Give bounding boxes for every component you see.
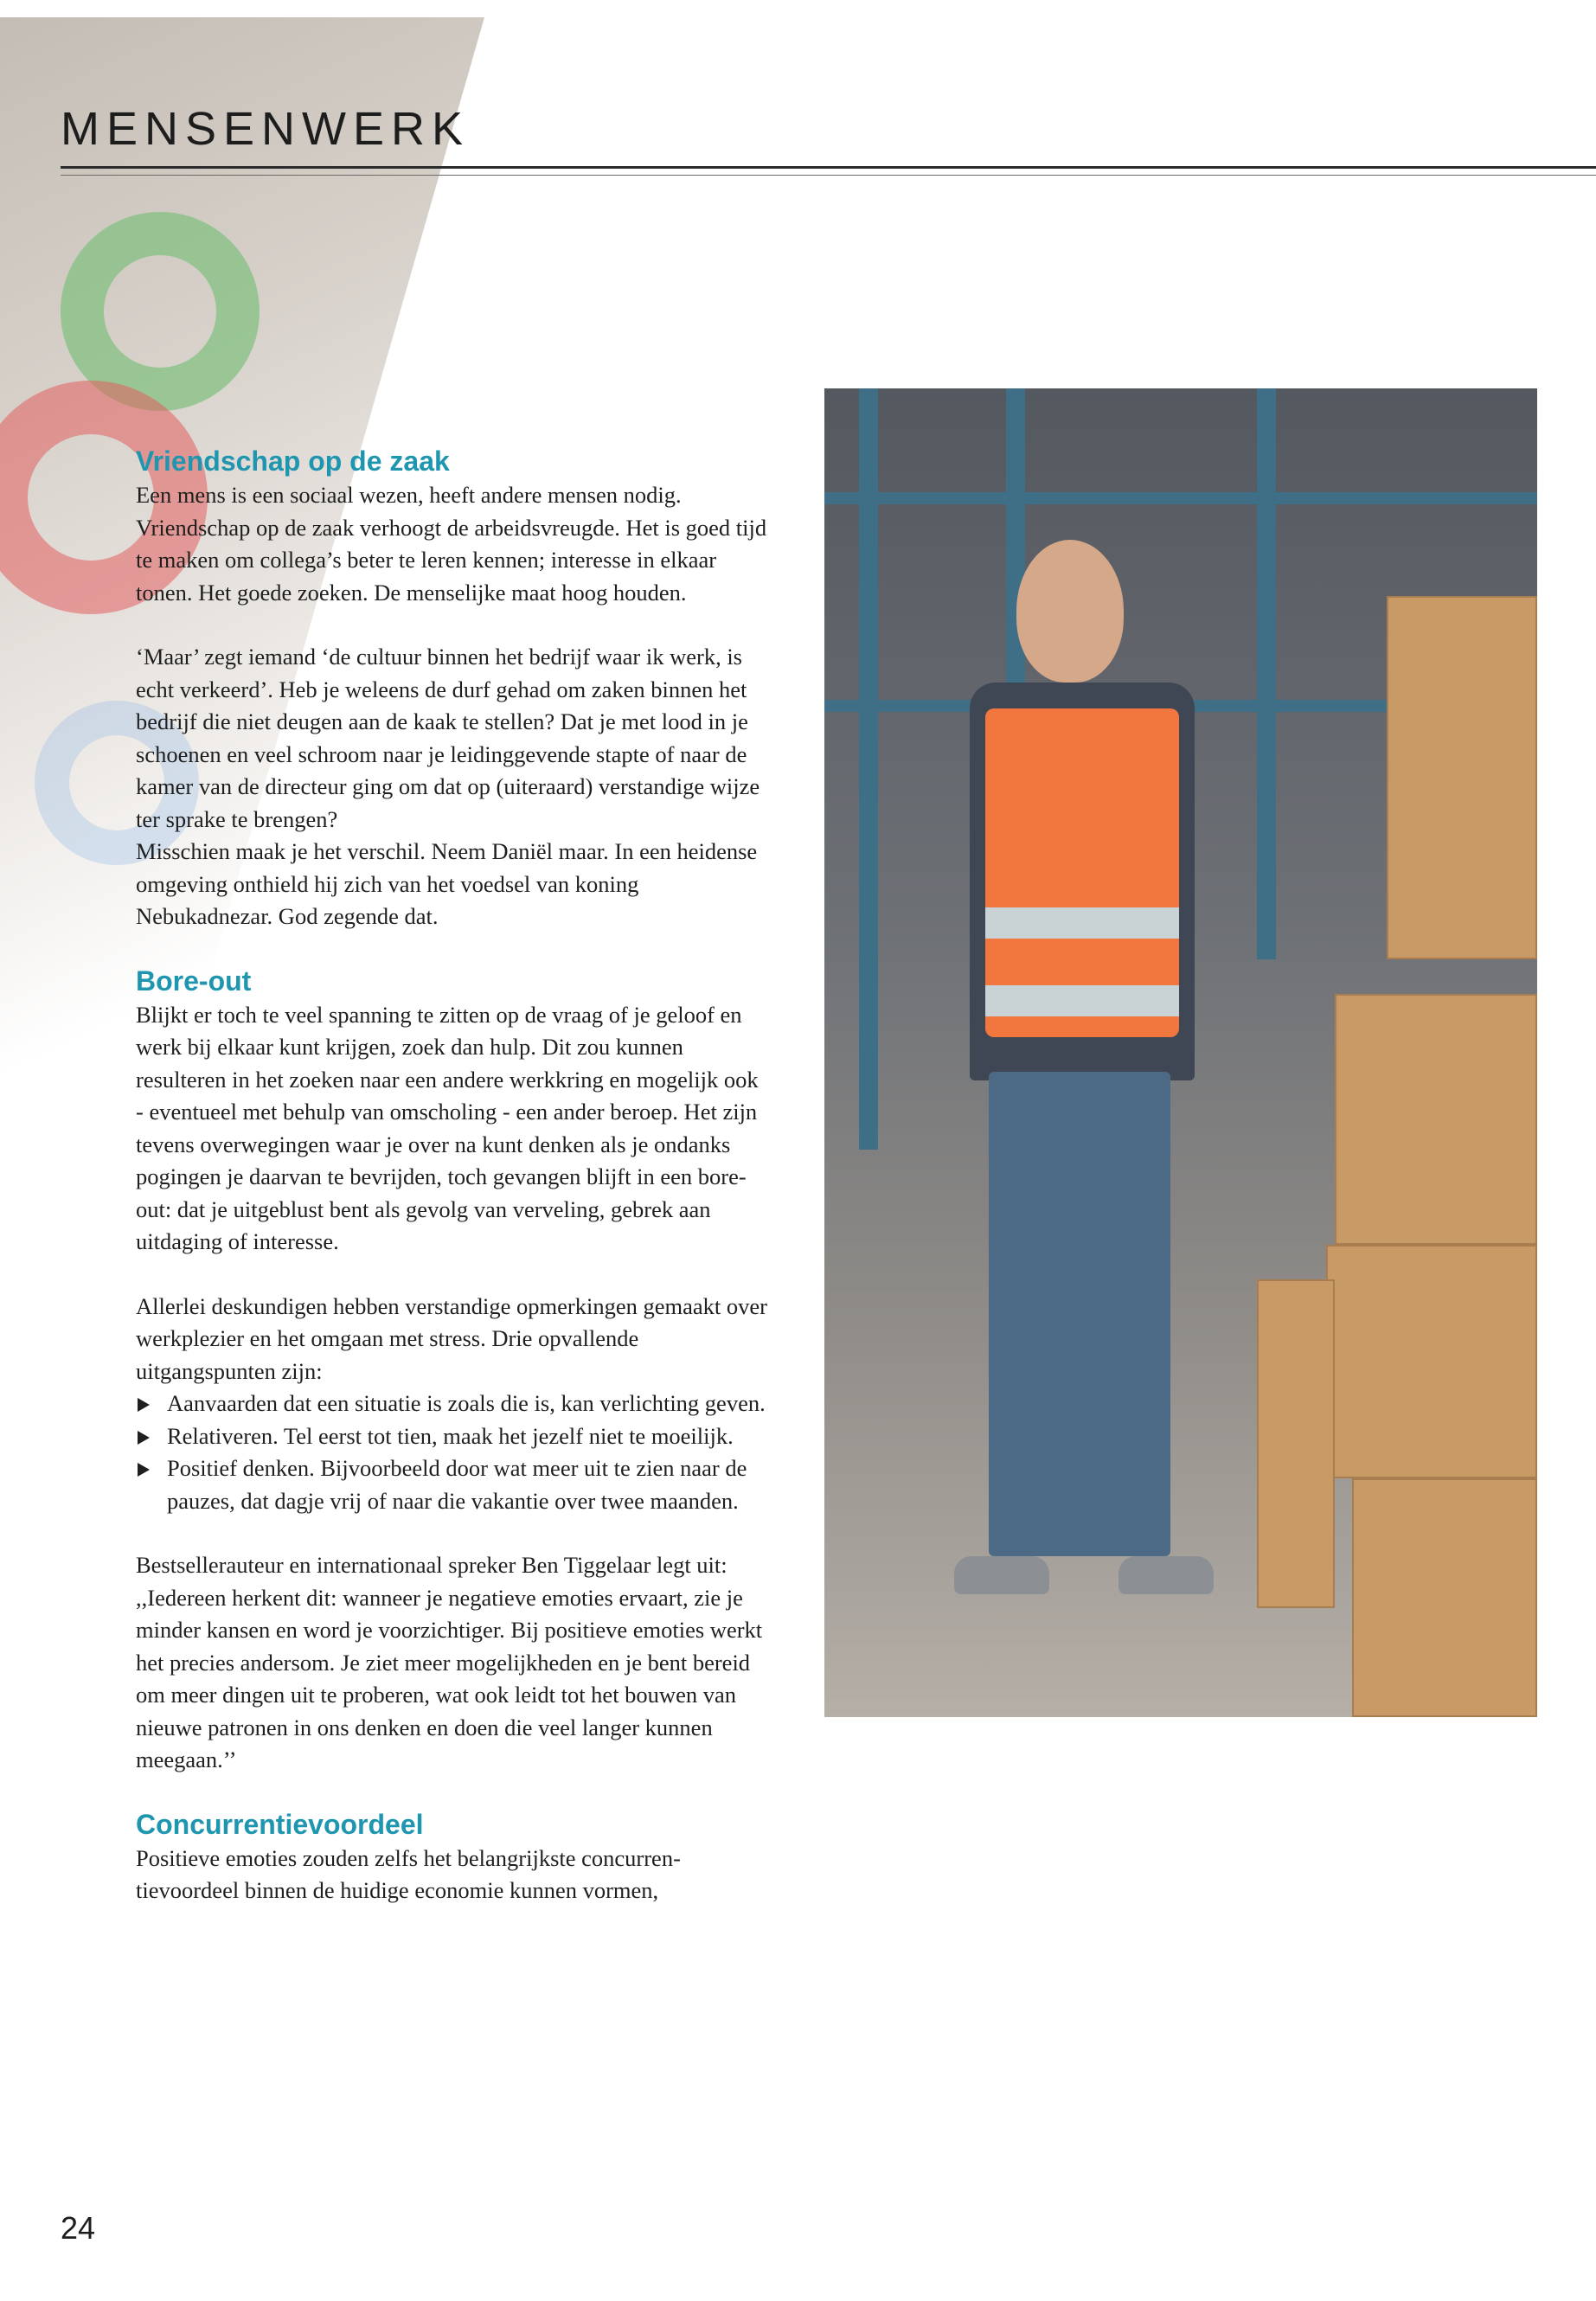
cardboard-box	[1257, 1279, 1335, 1608]
article-column	[136, 443, 772, 1907]
cardboard-box	[1335, 994, 1537, 1245]
paragraph: Een mens is een sociaal wezen, heeft andere mensen nodig. Vriendschap op de zaak verhoogt de arbeidsvreugde. Het is goed tijd te maken om collega’s beter te leren kennen; interesse in elkaar tonen. Het goede zoeken. De menselijke maat hoog houden.	[136, 482, 767, 606]
list-item	[136, 1452, 772, 1517]
reflective-stripe	[985, 907, 1179, 939]
shelf-beam	[824, 492, 1537, 504]
cardboard-box	[1387, 596, 1537, 959]
paragraph: Bestsellerauteur en internationaal spreker Ben Tiggelaar legt uit: ,,Iedereen herkent dit: wanneer je negatieve emoties ervaart, zie je minder kansen en word je voorzichtiger. Bij positieve emoties werkt het precies andersom. Je ziet meer mogelijkheden en je bent bereid om meer dingen uit te proberen, wat ook leidt tot het bouwen van nieuwe patronen in ons denken en doen die veel langer kunnen meegaan.’’	[136, 1552, 763, 1772]
warehouse-worker-photo	[824, 388, 1537, 1717]
list-item-text: Relativeren. Tel eerst tot tien, maak het jezelf niet te moeilijk.	[167, 1422, 734, 1449]
section-title: MENSENWERK	[61, 103, 471, 155]
shelf-rack	[1257, 388, 1276, 959]
header-rule-thick	[61, 166, 1596, 169]
page-number: 24	[61, 2210, 96, 2246]
paragraph: Positieve emoties zouden zelfs het belangrijkste concurrentievoordeel binnen de huidige economie kunnen vormen,	[136, 1844, 681, 1903]
jeans	[989, 1072, 1170, 1556]
paragraph: Misschien maak je het verschil. Neem Daniël maar. In een heidense omgeving onthield hij zich van het voedsel van koning Nebukadnezar. God zegende dat.	[136, 838, 758, 929]
bullet-list	[136, 1388, 772, 1517]
list-item-text: Aanvaarden dat een situatie is zoals die is, kan verlichting geven.	[167, 1390, 766, 1416]
list-item	[136, 1420, 772, 1453]
list-item-text: Positief denken. Bijvoorbeeld door wat meer uit te zien naar de pauzes, dat dagje vrij of naar die vakantie over twee maanden.	[167, 1455, 747, 1514]
paragraph: Blijkt er toch te veel spanning te zitten op de vraag of je geloof en werk bij elkaar kunt krijgen, zoek dan hulp. Dit zou kunnen resulteren in het zoeken naar een andere werkkring en mogelijk ook - eventueel met behulp van omscholing - een ander beroep. Het zijn tevens overwegingen waar je over na kunt denken als je ondanks pogingen je daarvan te bevrijden, toch gevangen blijft in een bore-out: dat je uitgeblust bent als gevolg van verveling, gebrek aan uitdaging of interesse.	[136, 1001, 759, 1254]
paragraph: ‘Maar’ zegt iemand ‘de cultuur binnen het bedrijf waar ik werk, is echt verkeerd’. Heb je weleens de durf gehad om zaken binnen het bedrijf die niet deugen aan de kaak te stellen? Dat je met lood in je schoenen en veel schroom naar je leidinggevende stapte of naar de kamer van de directeur ging om dat op (uiteraard) verstandige wijze ter sprake te brengen?	[136, 644, 760, 832]
header-rule-thin	[61, 175, 1596, 176]
cardboard-box	[1326, 1245, 1537, 1478]
list-item	[136, 1388, 772, 1420]
worker-head	[1016, 540, 1124, 683]
heading-concurrentievoordeel: Concurrentievoordeel	[136, 1808, 424, 1840]
triangle-bullet-icon	[138, 1398, 150, 1412]
heading-vriendschap: Vriendschap op de zaak	[136, 445, 450, 477]
reflective-stripe	[985, 985, 1179, 1016]
paragraph: Allerlei deskundigen hebben verstandige opmerkingen gemaakt over werkplezier en het omgaan met stress. Drie opvallende uitgangspunten zijn:	[136, 1292, 767, 1384]
triangle-bullet-icon	[138, 1431, 150, 1445]
triangle-bullet-icon	[138, 1463, 150, 1477]
cardboard-box	[1352, 1478, 1537, 1717]
shoe	[1118, 1556, 1214, 1594]
heading-bore-out: Bore-out	[136, 965, 252, 997]
shoe	[954, 1556, 1049, 1594]
